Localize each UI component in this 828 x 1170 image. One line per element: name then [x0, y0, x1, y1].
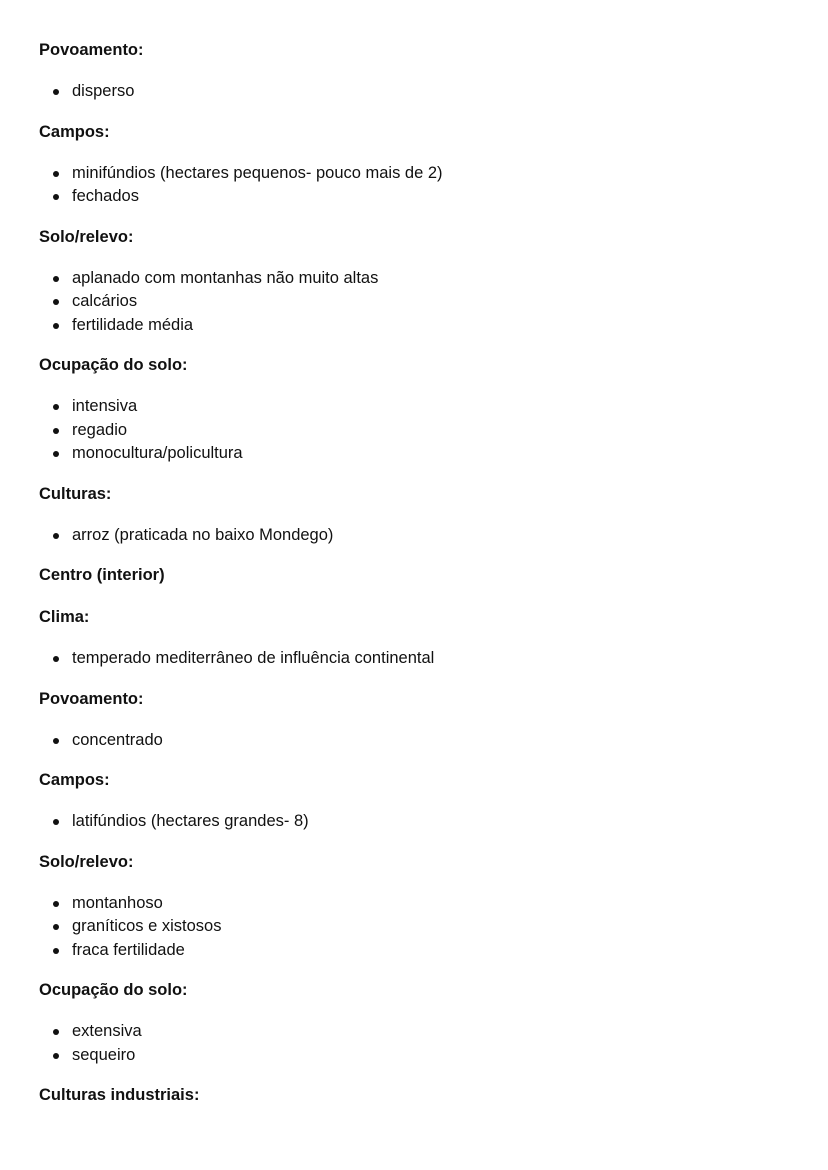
list-item	[39, 647, 799, 671]
list-item-text: disperso	[72, 82, 135, 100]
bullet-icon	[53, 1053, 59, 1059]
bullet-list	[39, 80, 799, 104]
list-item	[39, 892, 799, 916]
list-item	[39, 524, 799, 548]
list-item	[39, 729, 799, 753]
list-item	[39, 290, 799, 314]
list-item	[39, 267, 799, 291]
bullet-icon	[53, 451, 59, 457]
bullet-icon	[53, 533, 59, 539]
list-item	[39, 162, 799, 186]
section-heading: Ocupação do solo:	[39, 981, 188, 999]
section-heading: Culturas:	[39, 484, 112, 503]
list-item-text: minifúndios (hectares pequenos- pouco mais de 2)	[72, 163, 443, 182]
list-item	[39, 810, 799, 834]
bullet-list	[39, 647, 799, 671]
list-item	[39, 185, 799, 209]
section-heading: Campos:	[39, 771, 110, 789]
bullet-list	[39, 395, 799, 466]
section-heading: Campos:	[39, 122, 110, 141]
bullet-icon	[53, 428, 59, 434]
list-item	[39, 1020, 799, 1044]
section-heading: Povoamento:	[39, 41, 144, 59]
list-item	[39, 395, 799, 419]
list-item-text: fraca fertilidade	[72, 940, 185, 959]
bullet-icon	[53, 738, 59, 744]
list-item-text: temperado mediterrâneo de influência continental	[72, 649, 435, 667]
bullet-list	[39, 810, 799, 834]
bullet-icon	[53, 89, 59, 95]
list-item	[39, 442, 799, 466]
list-item-text: aplanado com montanhas não muito altas	[72, 268, 379, 287]
section-heading: Povoamento:	[39, 689, 144, 708]
list-item	[39, 915, 799, 939]
list-item-text: calcários	[72, 292, 138, 310]
list-item	[39, 80, 799, 104]
list-item-text: monocultura/policultura	[72, 444, 243, 462]
section-heading: Centro (interior)	[39, 566, 165, 584]
document-body	[39, 38, 799, 1125]
list-item	[39, 1044, 799, 1068]
bullet-icon	[53, 404, 59, 410]
list-item-text: arroz (praticada no baixo Mondego)	[72, 525, 334, 544]
bullet-icon	[53, 656, 59, 662]
list-item	[39, 939, 799, 963]
bullet-icon	[53, 1029, 59, 1035]
bullet-icon	[53, 901, 59, 907]
bullet-icon	[53, 194, 59, 200]
list-item-text: montanhoso	[72, 893, 163, 912]
list-item-text: fechados	[72, 187, 139, 205]
bullet-icon	[53, 171, 59, 177]
list-item-text: concentrado	[72, 730, 163, 749]
list-item	[39, 419, 799, 443]
bullet-list	[39, 892, 799, 963]
bullet-icon	[53, 323, 59, 329]
bullet-icon	[53, 299, 59, 305]
bullet-list	[39, 162, 799, 209]
section-heading: Solo/relevo:	[39, 852, 134, 871]
bullet-list	[39, 1020, 799, 1067]
section-heading: Ocupação do solo:	[39, 356, 188, 374]
list-item-text: graníticos e xistosos	[72, 917, 222, 935]
list-item-text: fertilidade média	[72, 315, 194, 334]
list-item	[39, 314, 799, 338]
list-item-text: sequeiro	[72, 1045, 136, 1064]
section-heading: Clima:	[39, 608, 90, 626]
section-heading: Solo/relevo:	[39, 227, 134, 246]
bullet-list	[39, 524, 799, 548]
bullet-icon	[53, 948, 59, 954]
bullet-list	[39, 267, 799, 338]
list-item-text: regadio	[72, 420, 128, 439]
bullet-icon	[53, 819, 59, 825]
list-item-text: extensiva	[72, 1022, 142, 1040]
list-item-text: latifúndios (hectares grandes- 8)	[72, 812, 309, 830]
section-heading: Culturas industriais:	[39, 1086, 200, 1104]
list-item-text: intensiva	[72, 397, 138, 415]
bullet-icon	[53, 276, 59, 282]
bullet-list	[39, 729, 799, 753]
bullet-icon	[53, 924, 59, 930]
